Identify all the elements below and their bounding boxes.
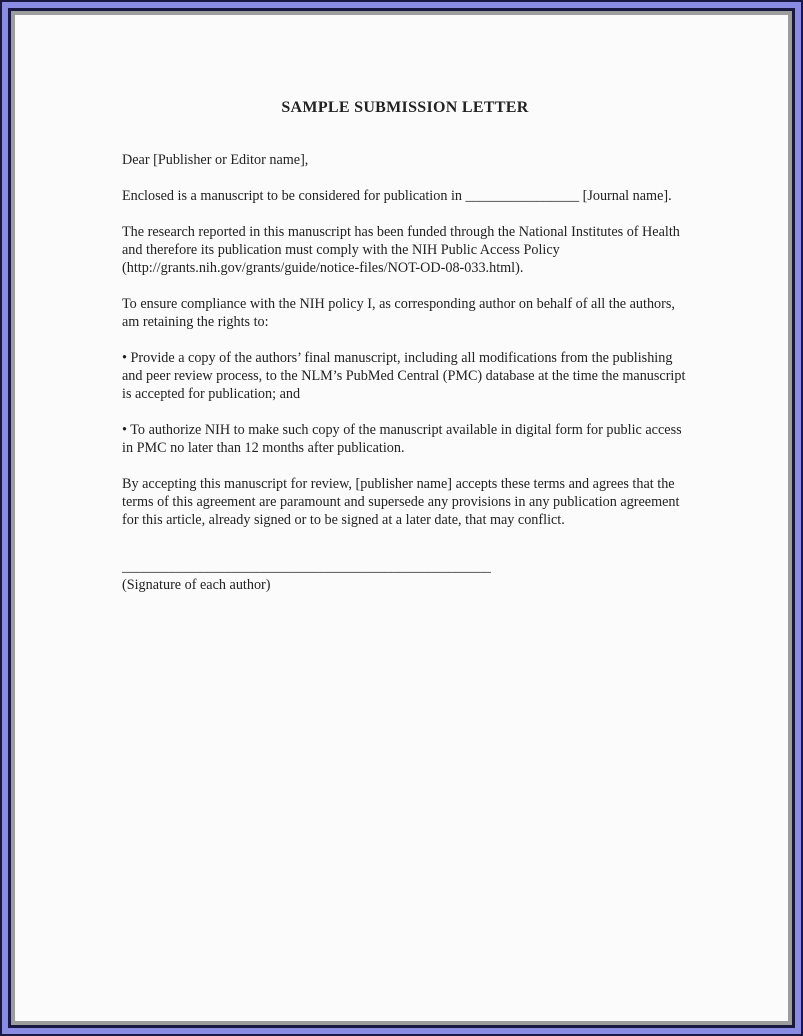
bullet-provide-copy: • Provide a copy of the authors’ final manuscript, including all modifications from the publishing and peer review process, to the NLM’s PubMed Central (PMC) database at the time the manuscript is accepted for publication; and: [122, 350, 686, 402]
signature-block: [122, 558, 688, 594]
letter-page: [11, 11, 792, 1025]
paragraph-accepting-terms: By accepting this manuscript for review, [publisher name] accepts these terms and agrees that the terms of this agreement are paramount and supersede any provisions in any publication agreement for this article, already signed or to be signed at a later date, that may conflict.: [122, 476, 680, 528]
salutation: Dear [Publisher or Editor name],: [122, 152, 309, 168]
bullet-authorize-nih: • To authorize NIH to make such copy of the manuscript available in digital form for public access in PMC no later than 12 months after publication.: [122, 422, 682, 456]
letter-content: [122, 99, 688, 594]
signature-caption: (Signature of each author): [122, 577, 271, 593]
letter-title: SAMPLE SUBMISSION LETTER: [281, 99, 529, 116]
paragraph-enclosed-manuscript: Enclosed is a manuscript to be considered for publication in ________________ [Journal name].: [122, 188, 672, 204]
paragraph-nih-funding: The research reported in this manuscript has been funded through the National Institutes of Health and therefore its publication must comply with the NIH Public Access Policy (http://grants.nih.gov/grants/guide/notice-files/NOT-OD-08-033.html).: [122, 224, 680, 276]
signature-line: ____________________________________________________: [122, 559, 491, 575]
paragraph-compliance-intro: To ensure compliance with the NIH policy I, as corresponding author on behalf of all the authors, am retaining the rights to:: [122, 296, 675, 330]
page-frame-inner: [8, 8, 795, 1028]
